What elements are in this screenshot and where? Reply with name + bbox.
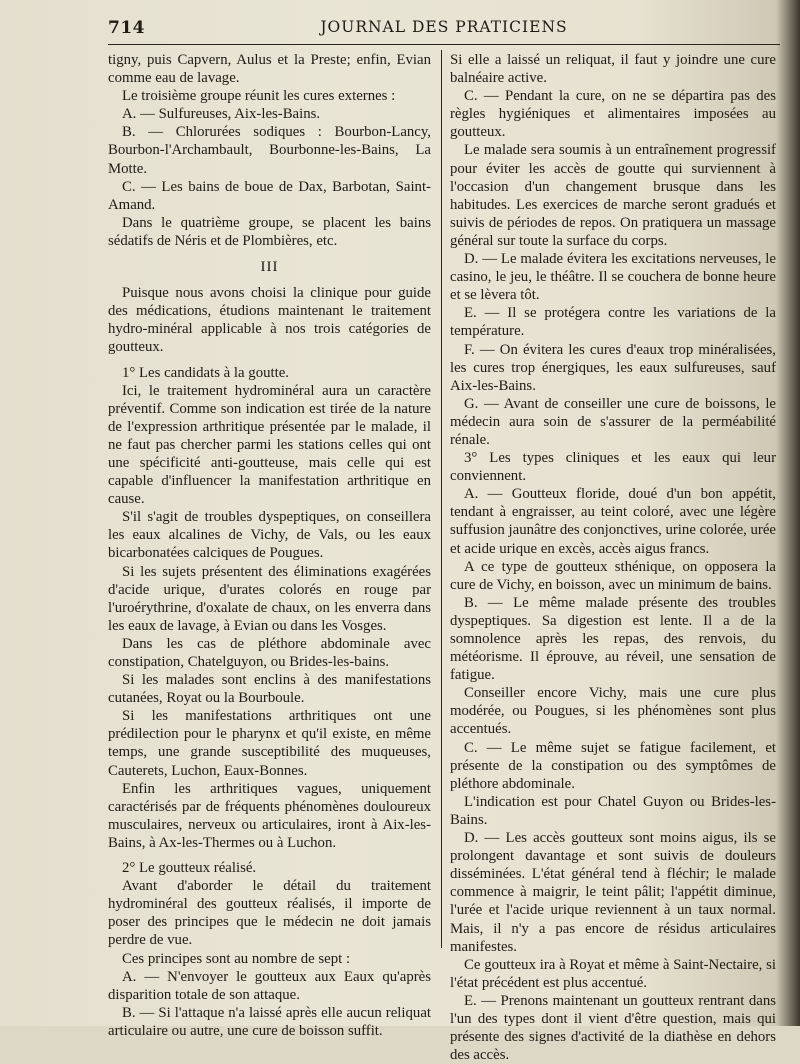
paragraph: B. — Si l'attaque n'a laissé après elle aucun reliquat articulaire ou autre, une cure de boisson suffit.	[108, 1004, 431, 1039]
paragraph: C. — Le même sujet se fatigue facilement, et présente de la constipation ou des symptômes de pléthore abdominale.	[450, 739, 776, 792]
right-column	[450, 51, 776, 1064]
left-column	[108, 51, 431, 1040]
section-heading: III	[260, 259, 279, 276]
paragraph: L'indication est pour Chatel Guyon ou Brides-les-Bains.	[450, 793, 776, 828]
paragraph: B. — Chlorurées sodiques : Bourbon-Lancy, Bourbon-l'Archambault, Bourbonne-les-Bains, La Motte.	[108, 124, 431, 177]
paragraph: Avant d'aborder le détail du traitement hydrominéral des goutteux réalisés, il importe de poser des principes que le médecin ne doit jamais perdre de vue.	[108, 878, 431, 949]
paragraph: F. — On évitera les cures d'eaux trop minéralisées, les cures trop énergiques, les eaux sulfureuses, sauf Aix-les-Bains.	[450, 341, 776, 394]
paragraph: Si les malades sont enclins à des manifestations cutanées, Royat ou la Bourboule.	[108, 672, 431, 707]
paragraph: tigny, puis Capvern, Aulus et la Preste; enfin, Evian comme eau de lavage.	[108, 52, 431, 87]
paragraph: A. — N'envoyer le goutteux aux Eaux qu'après disparition totale de son attaque.	[108, 968, 431, 1003]
paragraph: Le malade sera soumis à un entraînement progressif pour éviter les accès de goutte qui surviennent à l'occasion d'un changement brusque dans les habitudes. Les exercices de marche seront gradués et suivis de périodes de repos. On pratiquera un massage général sur toute la surface du corps.	[450, 142, 776, 249]
paragraph: S'il s'agit de troubles dyspeptiques, on conseillera les eaux alcalines de Vichy, de Vals, ou les eaux bicarbonatées calciques de Pougues.	[108, 509, 431, 562]
paragraph: Si les manifestations arthritiques ont une prédilection pour le pharynx et qu'il existe, en même temps, une grande susceptibilité des muqueuses, Cauterets, Luchon, Eaux-Bonnes.	[108, 708, 431, 779]
subsection-heading: 1° Les candidats à la goutte.	[122, 364, 289, 381]
paragraph: A ce type de goutteux sthénique, on opposera la cure de Vichy, en boisson, avec un minimum de bains.	[450, 558, 776, 593]
subsection-heading: 2° Le goutteux réalisé.	[122, 860, 257, 877]
subsection-heading: 3° Les types cliniques et les eaux qui leur conviennent.	[450, 450, 776, 485]
page-header	[108, 16, 780, 42]
paragraph: Ici, le traitement hydrominéral aura un caractère préventif. Comme son indication est tirée de la nature de l'expression arthritique présentée par le malade, il ne faut pas chercher parmi les stations celles qui ont une spécificité anti-goutteuse, mais celle qui est capable d'influencer la manifestation arthritique en cause.	[108, 382, 431, 508]
paragraph: A. — Goutteux floride, doué d'un bon appétit, tendant à engraisser, au teint coloré, avec une légère suffusion jaunâtre des conjonctives, urine colorée, urée et acide urique en excès, accès aigus francs.	[450, 486, 776, 557]
page-number: 714	[108, 18, 145, 38]
journal-title: JOURNAL DES PRATICIENS	[320, 18, 568, 36]
paragraph: A. — Sulfureuses, Aix-les-Bains.	[122, 106, 321, 123]
paragraph: C. — Les bains de boue de Dax, Barbotan, Saint-Amand.	[108, 178, 431, 213]
paragraph: Dans le quatrième groupe, se placent les bains sédatifs de Néris et de Plombières, etc.	[108, 214, 431, 249]
paragraph: Ce goutteux ira à Royat et même à Saint-Nectaire, si l'état précédent est plus accentué.	[450, 956, 776, 991]
paragraph: Le troisième groupe réunit les cures externes :	[122, 88, 396, 105]
paragraph: E. — Prenons maintenant un goutteux rentrant dans l'un des types dont il vient d'être question, mais qui présente des signes d'activité de la diathèse en dehors des accès.	[450, 992, 776, 1064]
column-divider	[441, 50, 442, 948]
header-rule	[108, 44, 780, 45]
paragraph: C. — Pendant la cure, on ne se départira pas des règles hygiéniques et alimentaires imposées au goutteux.	[450, 88, 776, 141]
paragraph: Si les sujets présentent des éliminations exagérées d'acide urique, d'urates colorés en rouge par l'uroérythrine, d'oxalate de chaux, on les enverra dans les eaux de lavage, à Evian ou dans les Vosges.	[108, 563, 431, 634]
paragraph: Conseiller encore Vichy, mais une cure plus modérée, ou Pougues, si les phénomènes sont plus accentués.	[450, 685, 776, 738]
paragraph: Puisque nous avons choisi la clinique pour guide des médications, étudions maintenant le traitement hydro-minéral applicable à nos trois catégories de goutteux.	[108, 285, 431, 356]
paragraph: D. — Le malade évitera les excitations nerveuses, le casino, le jeu, le théâtre. Il se couchera de bonne heure et se lèvera tôt.	[450, 251, 776, 304]
paragraph: Ces principes sont au nombre de sept :	[122, 950, 351, 967]
paragraph: E. — Il se protégera contre les variations de la température.	[450, 305, 776, 340]
paragraph: Enfin les arthritiques vagues, uniquement caractérisés par de fréquents phénomènes douloureux musculaires, nerveux ou articulaires, iront à Aix-les-Bains, à Ax-les-Thermes ou à Luchon.	[108, 780, 431, 851]
paragraph: D. — Les accès goutteux sont moins aigus, ils se prolongent davantage et sont suivis de douleurs disséminées. L'état général tend à fléchir; le malade commence à maigrir, le teint pâlit; l'appétit diminue, l'urée et l'acide urique reviennent à un taux normal. Mais, il n'y a pas encore de résidus articulaires manifestes.	[450, 830, 776, 955]
paragraph: B. — Le même malade présente des troubles dyspeptiques. Sa digestion est lente. Il a de la somnolence après les repas, des renvois, du météorisme. Il éprouve, au réveil, une sensation de fatigue.	[450, 594, 776, 684]
paragraph: G. — Avant de conseiller une cure de boissons, le médecin aura soin de s'assurer de la perméabilité rénale.	[450, 395, 776, 448]
paragraph: Si elle a laissé un reliquat, il faut y joindre une cure balnéaire active.	[450, 52, 776, 87]
paragraph: Dans les cas de pléthore abdominale avec constipation, Chatelguyon, ou Brides-les-bains.	[108, 635, 431, 670]
